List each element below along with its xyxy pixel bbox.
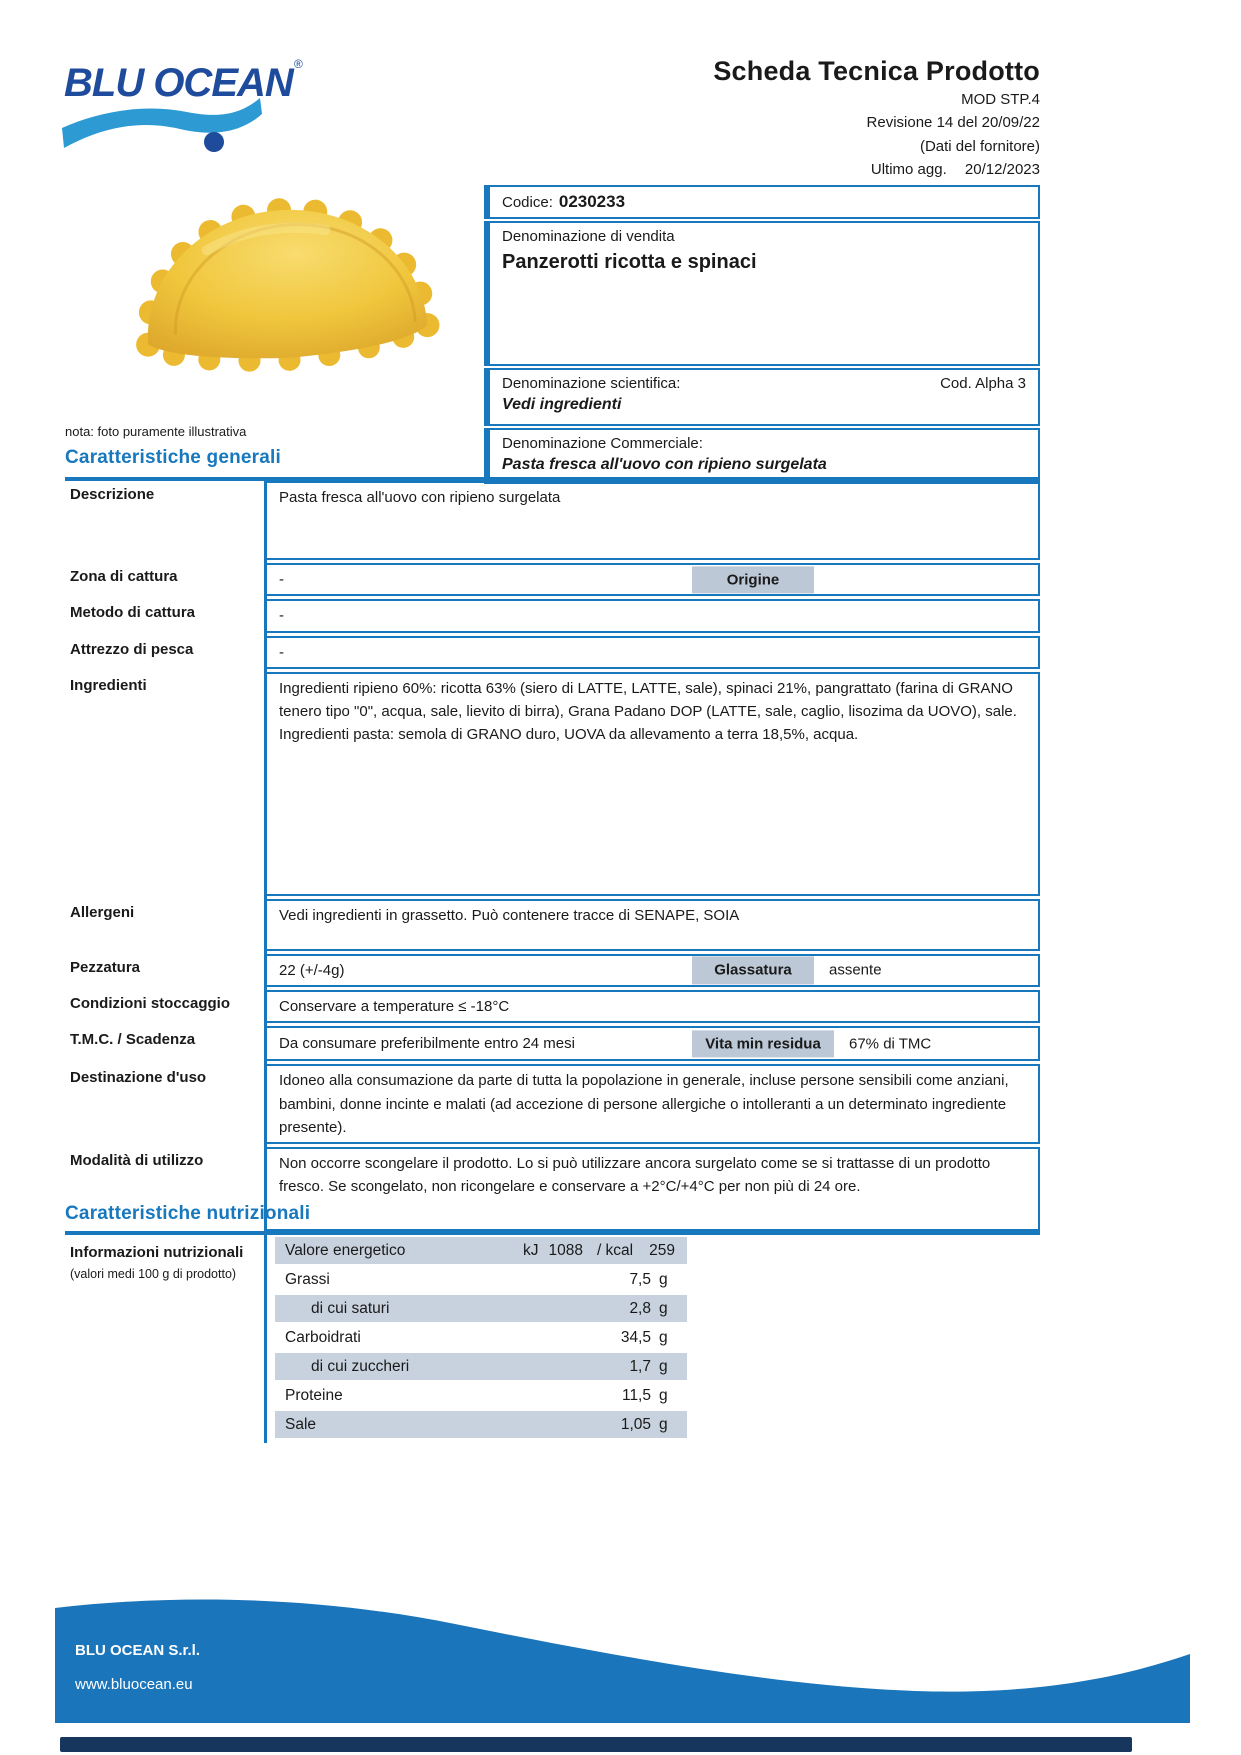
row-value: Da consumare preferibilmente entro 24 mesi Vita min residua 67% di TMC (267, 1026, 1040, 1061)
registered-mark: ® (294, 57, 303, 71)
nutrient-unit: g (659, 1328, 668, 1346)
row-label: Destinazione d'uso (65, 1064, 267, 1147)
table-row (65, 954, 1040, 990)
photo-disclaimer: nota: foto puramente illustrativa (65, 424, 247, 439)
nutrient-label: Grassi (285, 1270, 330, 1288)
table-row (65, 481, 1040, 563)
allergens-text: Vedi ingredienti in grassetto. Può contenere tracce di SENAPE, SOIA (267, 899, 1040, 951)
table-row (65, 990, 1040, 1026)
last-update-date: 20/12/2023 (964, 160, 1040, 178)
row-label: Descrizione (65, 481, 267, 563)
page-title: Scheda Tecnica Prodotto (713, 56, 1040, 86)
denominazione-vendita-box (484, 221, 1040, 366)
nutrient-unit: g (659, 1357, 668, 1375)
codice-box (484, 185, 1040, 219)
denominazione-commerciale-box (484, 428, 1040, 484)
row-value: 22 (+/-4g) Glassatura assente (267, 954, 1040, 987)
row-label: Ingredienti (65, 672, 267, 899)
row-value: Pasta fresca all'uovo con ripieno surgelata (267, 481, 1040, 560)
nutrition-row (275, 1324, 687, 1351)
row-value: - (267, 599, 1040, 632)
nutrient-value: 1,05 (620, 1415, 651, 1433)
row-value: - Origine (267, 563, 1040, 596)
kj-unit: kJ (522, 1241, 539, 1259)
footer-wave (55, 1590, 1190, 1723)
nutrient-label: di cui zuccheri (311, 1357, 410, 1375)
nutrient-label: Sale (285, 1415, 317, 1433)
nutrition-row (275, 1266, 687, 1293)
row-label: Pezzatura (65, 954, 267, 990)
footer-wave-graphic (55, 1590, 1190, 1723)
row-label: T.M.C. / Scadenza (65, 1026, 267, 1064)
kj-value: 1088 (548, 1241, 583, 1259)
nutrition-table (65, 1231, 1040, 1443)
codice-value: 0230233 (558, 192, 626, 211)
nutrition-row (275, 1295, 687, 1322)
nutrient-unit: g (659, 1299, 668, 1317)
table-row (65, 1064, 1040, 1147)
nutrient-value: 2,8 (629, 1299, 651, 1317)
kcal-value: 259 (649, 1241, 675, 1259)
vita-min-residua-badge: Vita min residua (692, 1030, 834, 1057)
nutrient-unit: g (659, 1386, 668, 1404)
blu-ocean-logo-graphic (62, 52, 312, 162)
glassatura-badge: Glassatura (692, 957, 814, 984)
cod-alpha: Cod. Alpha 3 (940, 375, 1026, 392)
denominazione-commerciale-label: Denominazione Commerciale: (502, 435, 703, 452)
product-photo (115, 185, 455, 410)
denominazione-scientifica-box (484, 368, 1040, 426)
nutrient-label: Carboidrati (285, 1328, 361, 1346)
blu-ocean-logo (62, 52, 312, 162)
glassatura-value: assente (829, 961, 882, 979)
row-value: Non occorre scongelare il prodotto. Lo si può utilizzare ancora surgelato come se si trattasse di un prodotto fresco. Se scongelato, non ricongelare e conservare a +2°C/+4°C per non più di 24 ore. (267, 1147, 1040, 1231)
denominazione-commerciale-value: Pasta fresca all'uovo con ripieno surgelata (502, 456, 827, 473)
nutrition-row (275, 1353, 687, 1380)
nutrition-section-heading: Caratteristiche nutrizionali (65, 1203, 311, 1224)
row-label: Zona di cattura (65, 563, 267, 599)
origine-badge: Origine (692, 566, 814, 593)
nutrient-value: 7,5 (629, 1270, 651, 1288)
nutrition-rows (267, 1235, 687, 1443)
row-value: - (267, 636, 1040, 669)
nutrient-value: 34,5 (620, 1328, 651, 1346)
table-row (65, 1026, 1040, 1064)
nutrition-row-energy (275, 1237, 687, 1264)
nutrition-info-subtitle: (valori medi 100 g di prodotto) (70, 1266, 237, 1281)
logo-wave (62, 98, 262, 148)
table-row (65, 899, 1040, 954)
last-update-line (871, 160, 1040, 180)
logo-wordmark: BLU OCEAN (64, 61, 293, 105)
last-update-label: Ultimo agg. (870, 160, 947, 178)
general-table (65, 477, 1040, 1234)
denominazione-scientifica-value: Vedi ingredienti (502, 396, 622, 413)
general-section-heading: Caratteristiche generali (65, 447, 281, 468)
ingredients-text: Ingredienti ripieno 60%: ricotta 63% (siero di LATTE, LATTE, sale), spinaci 21%, pangrattato (farina di GRANO tenero tipo "0", acqua, sale, lievito di birra), Grana Padano DOP (LATTE, sale, caglio, lisozima da UOVO), sale. Ingredienti pasta: semola di GRANO duro, UOVA da allevamento a terra 18,5%, acqua. (267, 672, 1040, 896)
revision-line: Revisione 14 del 20/09/22 (866, 114, 1040, 132)
table-row (65, 672, 1040, 899)
document-header (540, 56, 1040, 180)
vita-min-residua-value: 67% di TMC (849, 1035, 932, 1053)
row-label: Modalità di utilizzo (65, 1147, 267, 1234)
nutrition-row (275, 1411, 687, 1438)
nutrient-unit: g (659, 1415, 668, 1433)
row-label: Allergeni (65, 899, 267, 954)
row-value: Conservare a temperature ≤ -18°C (267, 990, 1040, 1023)
supplier-note: (Dati del fornitore) (919, 137, 1040, 155)
mod-code: MOD STP.4 (961, 91, 1040, 108)
footer-company: BLU OCEAN S.r.l. (75, 1642, 201, 1659)
table-row (65, 599, 1040, 635)
row-label: Metodo di cattura (65, 599, 267, 635)
nutrition-info-label (65, 1235, 267, 1443)
kcal-unit: / kcal (596, 1241, 634, 1259)
nutrient-label: di cui saturi (311, 1299, 390, 1317)
nutrient-unit: g (659, 1270, 668, 1288)
nutrition-info-title: Informazioni nutrizionali (70, 1244, 244, 1261)
nutrition-row (275, 1382, 687, 1409)
table-row (65, 563, 1040, 599)
denominazione-vendita-label: Denominazione di vendita (502, 228, 675, 245)
product-name: Panzerotti ricotta e spinaci (502, 251, 757, 273)
panzerotto-illustration (115, 185, 455, 405)
footer-website: www.bluocean.eu (75, 1676, 193, 1693)
denominazione-scientifica-label: Denominazione scientifica: (502, 375, 681, 392)
row-value: Idoneo alla consumazione da parte di tutta la popolazione in generale, incluse persone sensibili come anziani, bambini, donne incinte e malati (ad accezione di persone allergiche o intolleranti a un determinato ingrediente presente). (267, 1064, 1040, 1144)
codice-label: Codice: (502, 194, 553, 211)
row-label: Condizioni stoccaggio (65, 990, 267, 1026)
logo-dot (204, 132, 224, 152)
nutrient-label: Proteine (285, 1386, 343, 1404)
footer-navy-bar (60, 1737, 1132, 1752)
nutrient-label: Valore energetico (285, 1241, 406, 1259)
table-row (65, 636, 1040, 672)
nutrient-value: 11,5 (621, 1386, 651, 1404)
row-label: Attrezzo di pesca (65, 636, 267, 672)
nutrient-value: 1,7 (629, 1357, 651, 1375)
